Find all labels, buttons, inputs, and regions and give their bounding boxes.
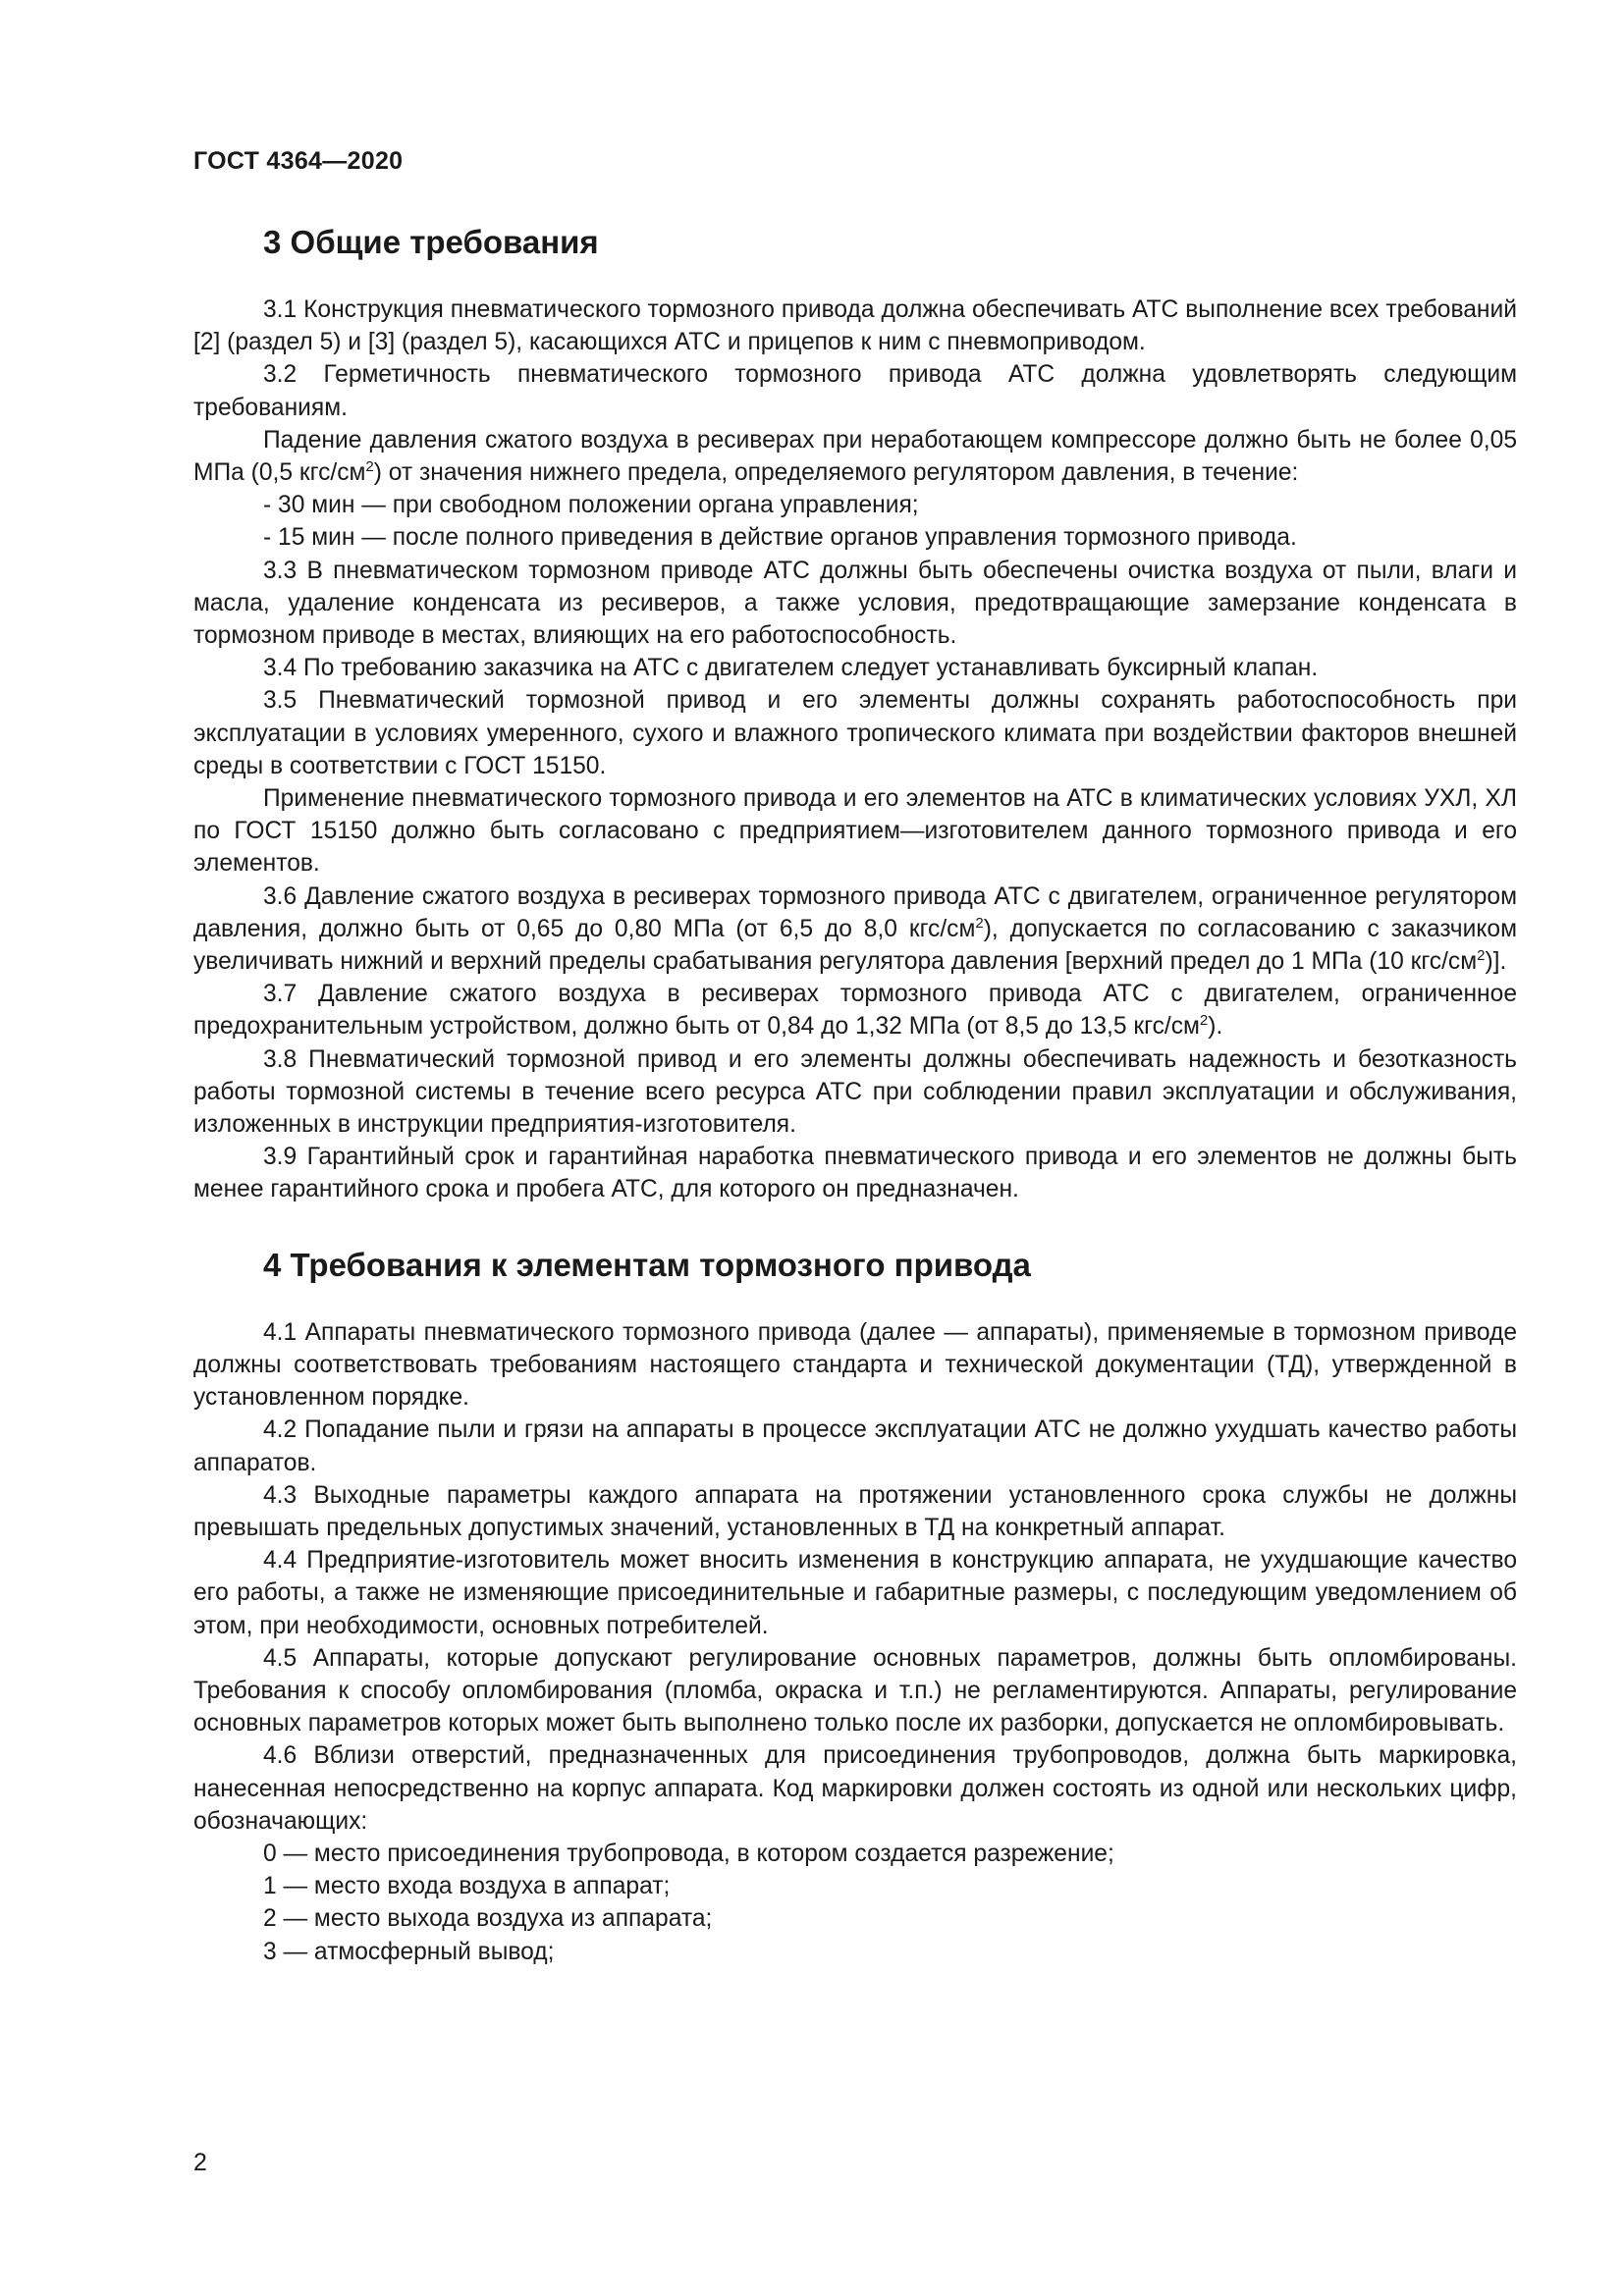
paragraph-3-2-pressure-drop: Падение давления сжатого воздуха в ресиверах при неработающем компрессоре должно быть не более 0,05 МПа (0,5 кгс/$см^2$) от значения нижнего предела, определяемого регулятором давления, в течение: [193,426,1517,487]
paragraph-3-5-climate: Применение пневматического тормозного привода и его элементов на АТС в климатических условиях УХЛ, ХЛ по ГОСТ 15150 должно быть согласовано с предприятием—изготовителем данного тормозного привода и его элементов. [193,785,1517,878]
paragraph-4-2: 4.2 Попадание пыли и грязи на аппараты в процессе эксплуатации АТС не должно ухудшать качество работы аппаратов. [193,1416,1517,1476]
section-4-title: 4 Требования к элементам тормозного привода [263,1246,1031,1283]
marking-code-0: 0 — место присоединения трубопровода, в котором создается разрежение; [263,1840,1114,1867]
paragraph-4-1: 4.1 Аппараты пневматического тормозного привода (далее — аппараты), применяемые в тормозном приводе должны соответствовать требованиям настоящего стандарта и технической документации (ТД), утвержденной в установленном порядке. [193,1318,1517,1412]
section-4 [193,1244,1517,1968]
paragraph-4-3: 4.3 Выходные параметры каждого аппарата на протяжении установленного срока службы не должны превышать предельных допустимых значений, установленных в ТД на конкретный аппарат. [193,1481,1517,1541]
paragraph-3-7: 3.7 Давление сжатого воздуха в ресиверах тормозного привода АТС с двигателем, ограниченное предохранительным устройством, должно быть от 0,84 до 1,32 МПа (от 8,5 до 13,5 кгс/$см^2$). [193,981,1517,1041]
marking-code-3: 3 — атмосферный вывод; [263,1938,555,1965]
marking-code-2: 2 — место выхода воздуха из аппарата; [263,1905,713,1933]
paragraph-3-6: 3.6 Давление сжатого воздуха в ресиверах тормозного привода АТС с двигателем, ограниченное регулятором давления, должно быть от 0,65 до 0,80 МПа (от 6,5 до 8,0 кгс/$см^2$), допускается по согласованию с заказчиком увеличивать нижний и верхний пределы срабатывания регулятора давления [верхний предел до 1 МПа (10 кгс/$см^2$)]. [193,882,1517,976]
marking-code-1: 1 — место входа воздуха в аппарат; [263,1873,671,1900]
document-code-header: ГОСТ 4364—2020 [193,147,404,175]
paragraph-3-8: 3.8 Пневматический тормозной привод и его элементы должны обеспечивать надежность и безотказность работы тормозной системы в течение всего ресурса АТС при соблюдении правил эксплуатации и обслуживания, изложенных в инструкции предприятия-изготовителя. [193,1045,1517,1139]
list-item-15-min: - 15 мин — после полного приведения в действие органов управления тормозного привода. [263,524,1297,552]
document-body [193,221,1517,1968]
section-3-title: 3 Общие требования [263,224,599,260]
paragraph-3-5: 3.5 Пневматический тормозной привод и его элементы должны сохранять работоспособность при эксплуатации в условиях умеренного, сухого и влажного тропического климата при воздействии факторов внешней среды в соответствии с ГОСТ 15150. [193,687,1517,779]
page-number: 2 [193,2149,207,2176]
paragraph-3-3: 3.3 В пневматическом тормозном приводе АТС должны быть обеспечены очистка воздуха от пыли, влаги и масла, удаление конденсата из ресиверов, а также условия, предотвращающие замерзание конденсата в тормозном приводе в местах, влияющих на его работоспособность. [193,557,1517,650]
list-item-30-min: - 30 мин — при свободном положении органа управления; [263,492,919,519]
paragraph-4-5: 4.5 Аппараты, которые допускают регулирование основных параметров, должны быть опломбированы. Требования к способу опломбирования (пломба, окраска и т.п.) не регламентируются. Аппараты, регулирование основных параметров которых может быть выполнено только после их разборки, допускается не опломбировывать. [193,1644,1517,1737]
paragraph-3-9: 3.9 Гарантийный срок и гарантийная наработка пневматического привода и его элементов не должны быть менее гарантийного срока и пробега АТС, для которого он предназначен. [193,1144,1517,1203]
paragraph-3-1: 3.1 Конструкция пневматического тормозного привода должна обеспечивать АТС выполнение всех требований [2] (раздел 5) и [3] (раздел 5), касающихся АТС и прицепов к ним с пневмоприводом. [193,296,1517,356]
paragraph-3-2: 3.2 Герметичность пневматического тормозного привода АТС должна удовлетворять следующим требованиям. [193,361,1517,421]
paragraph-4-4: 4.4 Предприятие-изготовитель может вносить изменения в конструкцию аппарата, не ухудшающие качество его работы, а также не изменяющие присоединительные и габаритные размеры, с последующим уведомлением об этом, при необходимости, основных потребителей. [193,1547,1517,1639]
section-3 [193,221,1517,1206]
paragraph-4-6: 4.6 Вблизи отверстий, предназначенных для присоединения трубопроводов, должна быть маркировка, нанесенная непосредственно на корпус аппарата. Код маркировки должен состоять из одной или нескольких цифр, обозначающих: [193,1742,1517,1835]
paragraph-3-4: 3.4 По требованию заказчика на АТС с двигателем следует устанавливать буксирный клапан. [263,655,1319,682]
